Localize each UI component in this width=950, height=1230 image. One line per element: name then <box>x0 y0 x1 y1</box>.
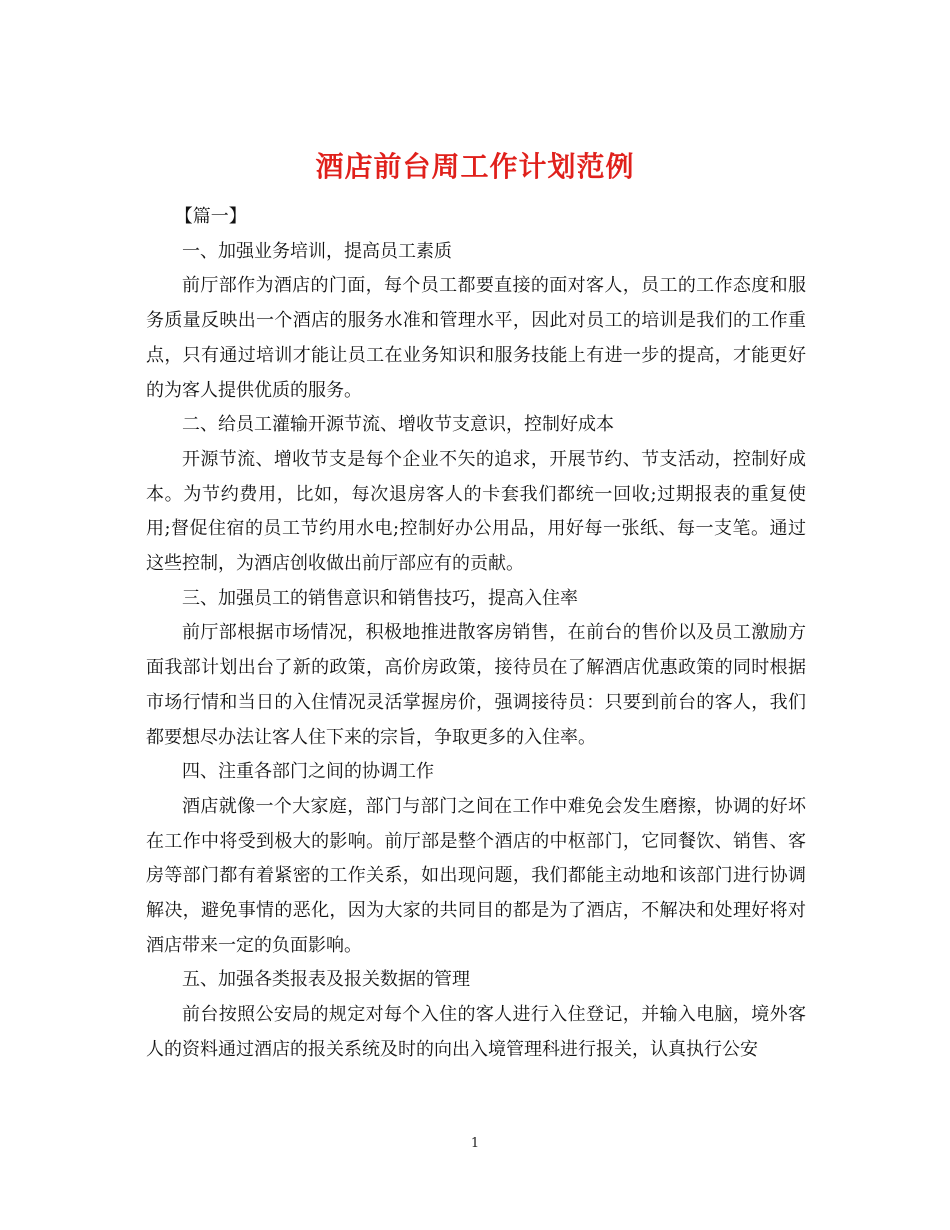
document-title: 酒店前台周工作计划范例 <box>315 149 635 183</box>
document-body <box>146 200 806 1068</box>
paragraph-2: 开源节流、增收节支是每个企业不矢的追求，开展节约、节支活动，控制好成本。为节约费用，比如，每次退房客人的卡套我们都统一回收;过期报表的重复使用;督促住宿的员工节约用水电;控制好办公用品，用好每一张纸、每一支笔。通过这些控制，为酒店创收做出前厅部应有的贡献。 <box>146 448 806 575</box>
paragraph-5: 前台按照公安局的规定对每个入住的客人进行入住登记，并输入电脑，境外客人的资料通过酒店的报关系统及时的向出入境管理科进行报关，认真执行公安 <box>146 1004 806 1060</box>
heading-5: 五、加强各类报表及报关数据的管理 <box>182 969 470 991</box>
heading-1: 一、加强业务培训，提高员工素质 <box>182 240 452 262</box>
heading-2: 二、给员工灌输开源节流、增收节支意识，控制好成本 <box>182 414 614 436</box>
paragraph-4: 酒店就像一个大家庭，部门与部门之间在工作中难免会发生磨擦，协调的好坏在工作中将受到极大的影响。前厅部是整个酒店的中枢部门，它同餐饮、销售、客房等部门都有着紧密的工作关系，如出现问题，我们都能主动地和该部门进行协调解决，避免事情的恶化，因为大家的共同目的都是为了酒店，不解决和处理好将对酒店带来一定的负面影响。 <box>146 795 806 956</box>
section-label: 【篇一】 <box>174 206 247 227</box>
paragraph-1: 前厅部作为酒店的门面，每个员工都要直接的面对客人，员工的工作态度和服务质量反映出一个酒店的服务水准和管理水平，因此对员工的培训是我们的工作重点，只有通过培训才能让员工在业务知识和服务技能上有进一步的提高，才能更好的为客人提供优质的服务。 <box>146 275 806 401</box>
paragraph-3: 前厅部根据市场情况，积极地推进散客房销售，在前台的售价以及员工激励方面我部计划出台了新的政策，高价房政策，接待员在了解酒店优惠政策的同时根据市场行情和当日的入住情况灵活掌握房价，强调接待员：只要到前台的客人，我们都要想尽办法让客人住下来的宗旨，争取更多的入住率。 <box>146 622 806 748</box>
page-number: 1 <box>470 1136 480 1151</box>
heading-3: 三、加强员工的销售意识和销售技巧，提高入住率 <box>182 587 578 609</box>
heading-4: 四、注重各部门之间的协调工作 <box>182 761 434 783</box>
